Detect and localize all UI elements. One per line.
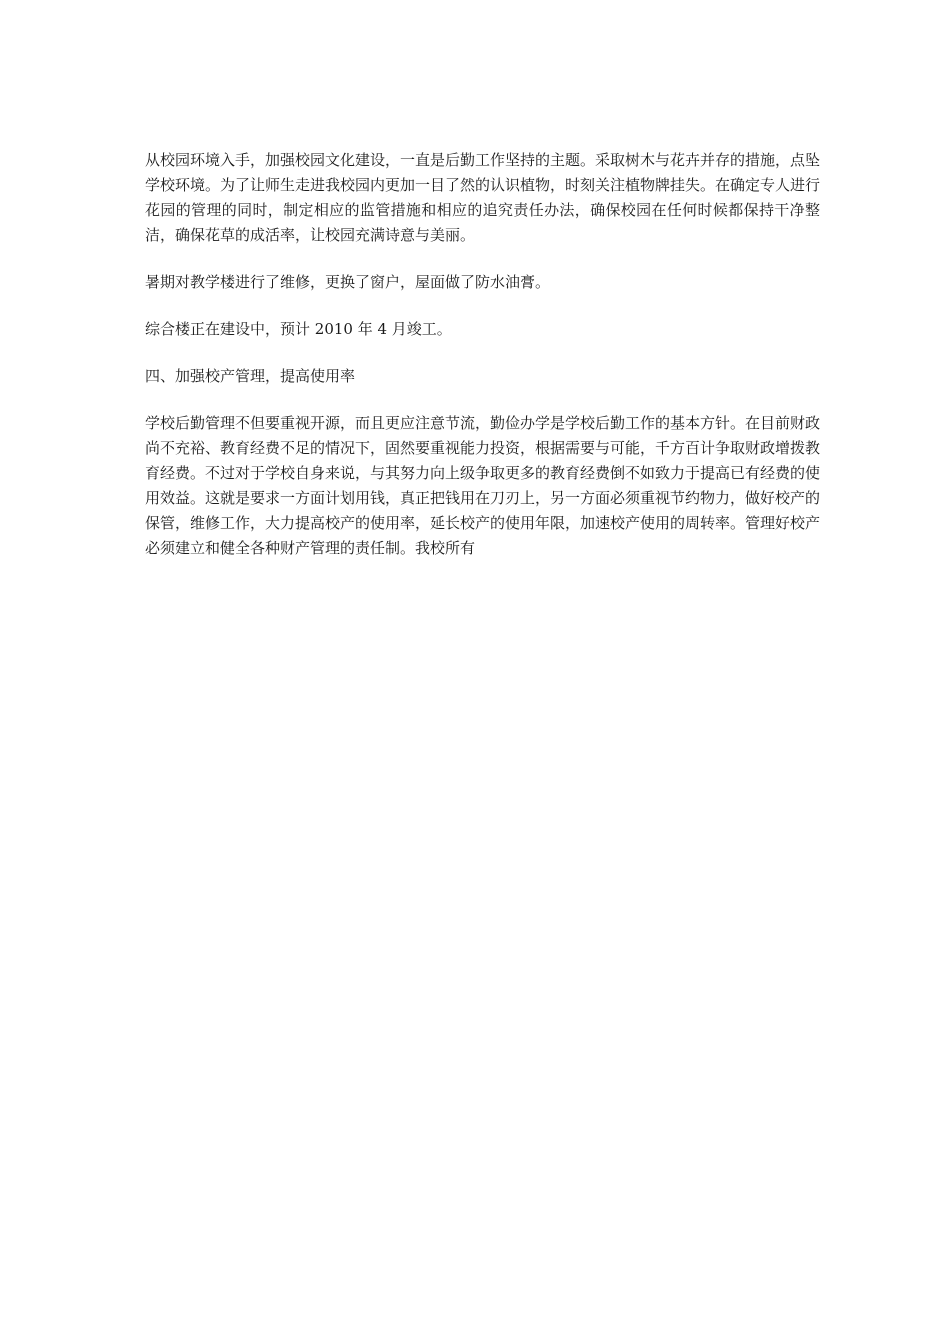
section-heading: 四、加强校产管理，提高使用率: [145, 367, 356, 385]
paragraph-asset-management: 学校后勤管理不但要重视开源，而且更应注意节流，勤俭办学是学校后勤工作的基本方针。在目前财政尚不充裕、教育经费不足的情况下，固然要重视能力投资，根据需要与可能，千方百计争取财政增拨教育经费。不过对于学校自身来说，与其努力向上级争取更多的教育经费倒不如致力于提高已有经费的使用效益。这就是要求一方面计划用钱，真正把钱用在刀刃上，另一方面必须重视节约物力，做好校产的保管，维修工作，大力提高校产的使用率，延长校产的使用年限，加速校产使用的周转率。管理好校产必须建立和健全各种财产管理的责任制。我校所有: [145, 414, 821, 557]
document-body: [145, 148, 820, 583]
paragraph-campus-environment: 从校园环境入手，加强校园文化建设，一直是后勤工作坚持的主题。采取树木与花卉并存的措施，点坠学校环境。为了让师生走进我校园内更加一目了然的认识植物，时刻关注植物牌挂失。在确定专人进行花园的管理的同时，制定相应的监管措施和相应的追究责任办法，确保校园在任何时候都保持干净整洁，确保花草的成活率，让校园充满诗意与美丽。: [145, 151, 821, 244]
paragraph-complex-building: 综合楼正在建设中，预计 2010 年 4 月竣工。: [145, 320, 452, 338]
paragraph-building-repair: 暑期对教学楼进行了维修，更换了窗户，屋面做了防水油膏。: [145, 273, 551, 291]
